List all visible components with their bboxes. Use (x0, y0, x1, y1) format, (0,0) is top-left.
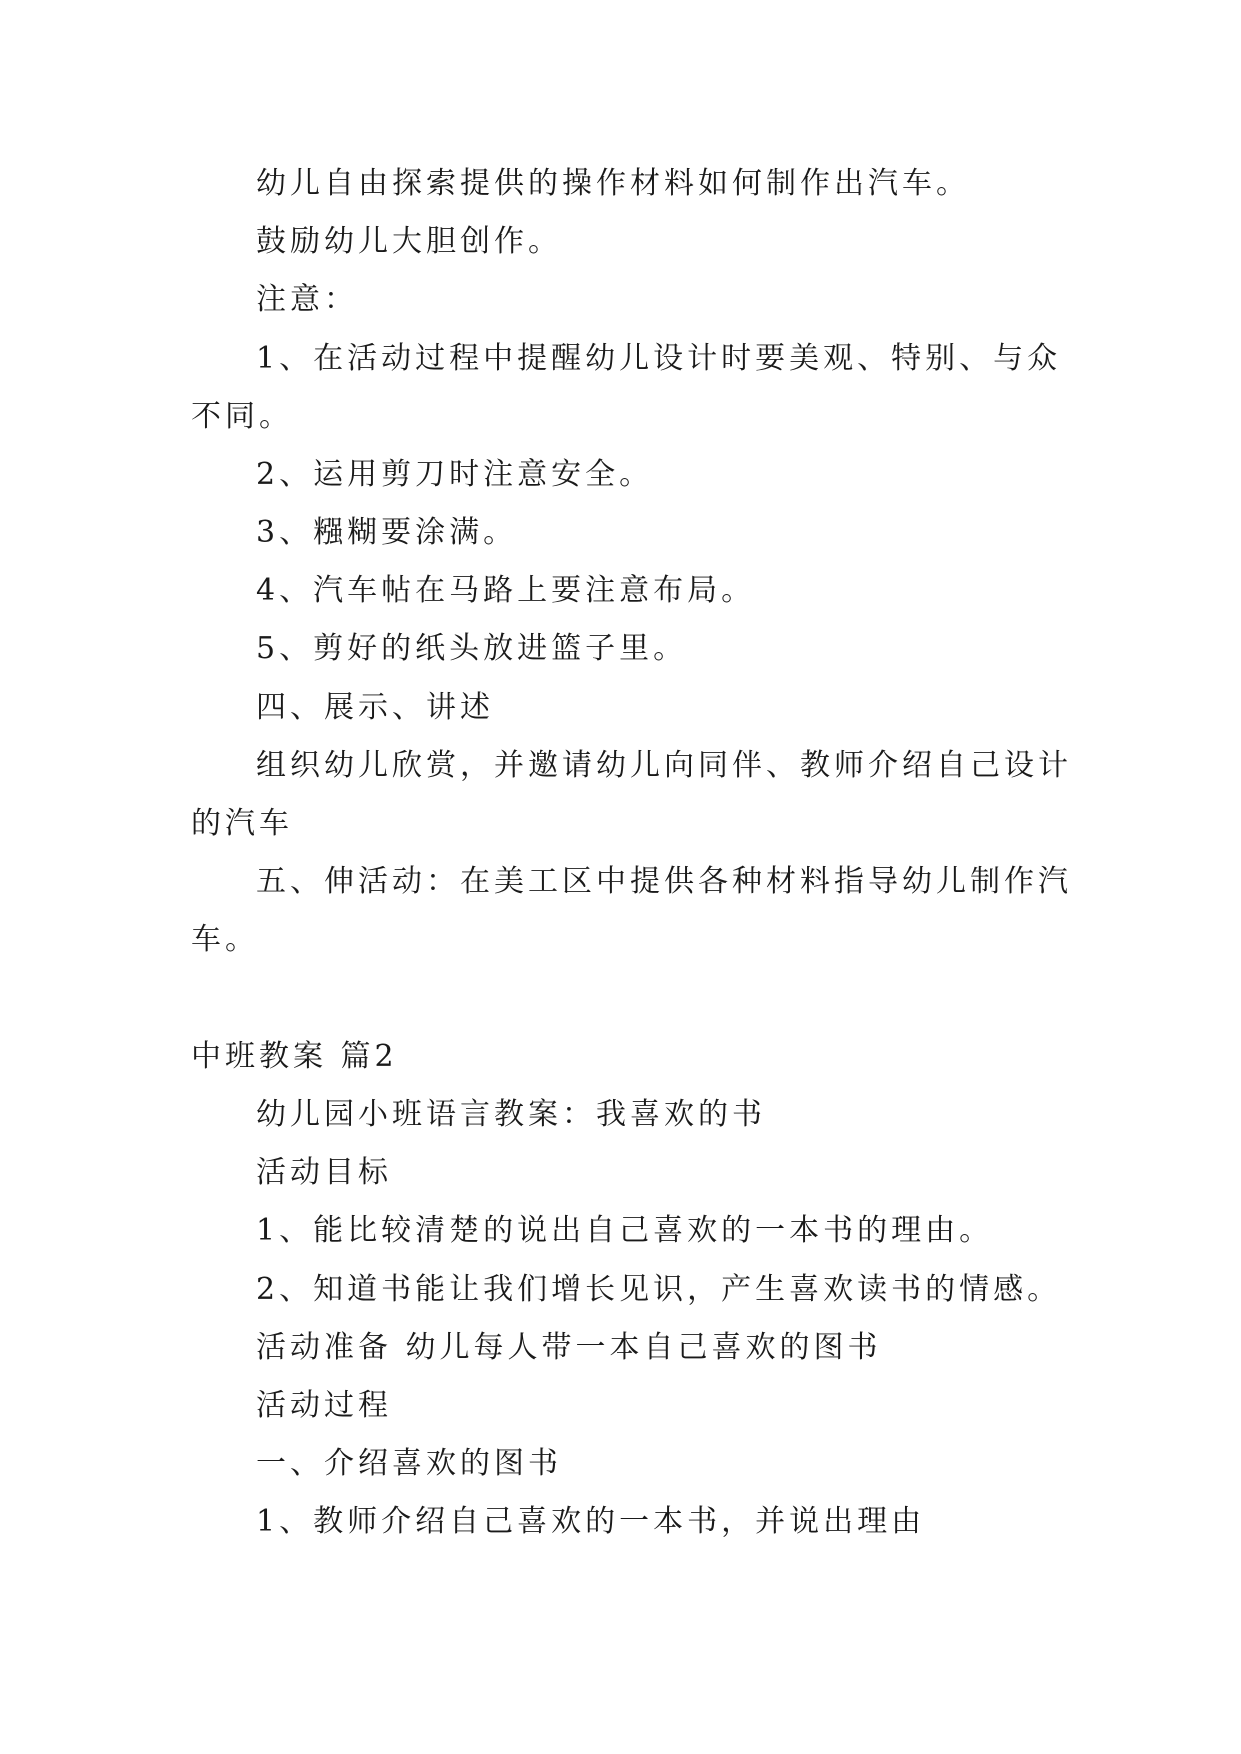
paragraph-line: 1、教师介绍自己喜欢的一本书，并说出理由 (256, 1504, 926, 1539)
paragraph-line: 2、运用剪刀时注意安全。 (256, 457, 654, 492)
paragraph-line: 四、展示、讲述 (256, 690, 494, 725)
paragraph-line: 活动目标 (256, 1155, 392, 1190)
paragraph-line: 车。 (191, 922, 259, 957)
paragraph-line: 5、剪好的纸头放进篮子里。 (256, 631, 688, 666)
paragraph-line: 1、在活动过程中提醒幼儿设计时要美观、特别、与众 (256, 341, 1062, 376)
paragraph-line: 1、能比较清楚的说出自己喜欢的一本书的理由。 (256, 1213, 994, 1248)
section-heading: 中班教案 篇2 (191, 1039, 398, 1074)
paragraph-line: 不同。 (191, 399, 293, 434)
paragraph-line: 鼓励幼儿大胆创作。 (256, 224, 562, 259)
paragraph-line: 幼儿自由探索提供的操作材料如何制作出汽车。 (256, 166, 970, 201)
paragraph-line: 五、伸活动：在美工区中提供各种材料指导幼儿制作汽 (256, 864, 1072, 899)
paragraph-line: 活动准备 幼儿每人带一本自己喜欢的图书 (256, 1330, 882, 1365)
paragraph-line: 的汽车 (191, 806, 293, 841)
paragraph-line: 3、糨糊要涂满。 (256, 515, 518, 550)
paragraph-line: 注意： (256, 282, 358, 317)
paragraph-line: 2、知道书能让我们增长见识，产生喜欢读书的情感。 (256, 1272, 1062, 1307)
paragraph-line: 4、汽车帖在马路上要注意布局。 (256, 573, 756, 608)
paragraph-line: 幼儿园小班语言教案：我喜欢的书 (256, 1097, 766, 1132)
paragraph-line: 活动过程 (256, 1388, 392, 1423)
paragraph-line: 组织幼儿欣赏，并邀请幼儿向同伴、教师介绍自己设计 (256, 748, 1072, 783)
paragraph-line: 一、介绍喜欢的图书 (256, 1446, 562, 1481)
